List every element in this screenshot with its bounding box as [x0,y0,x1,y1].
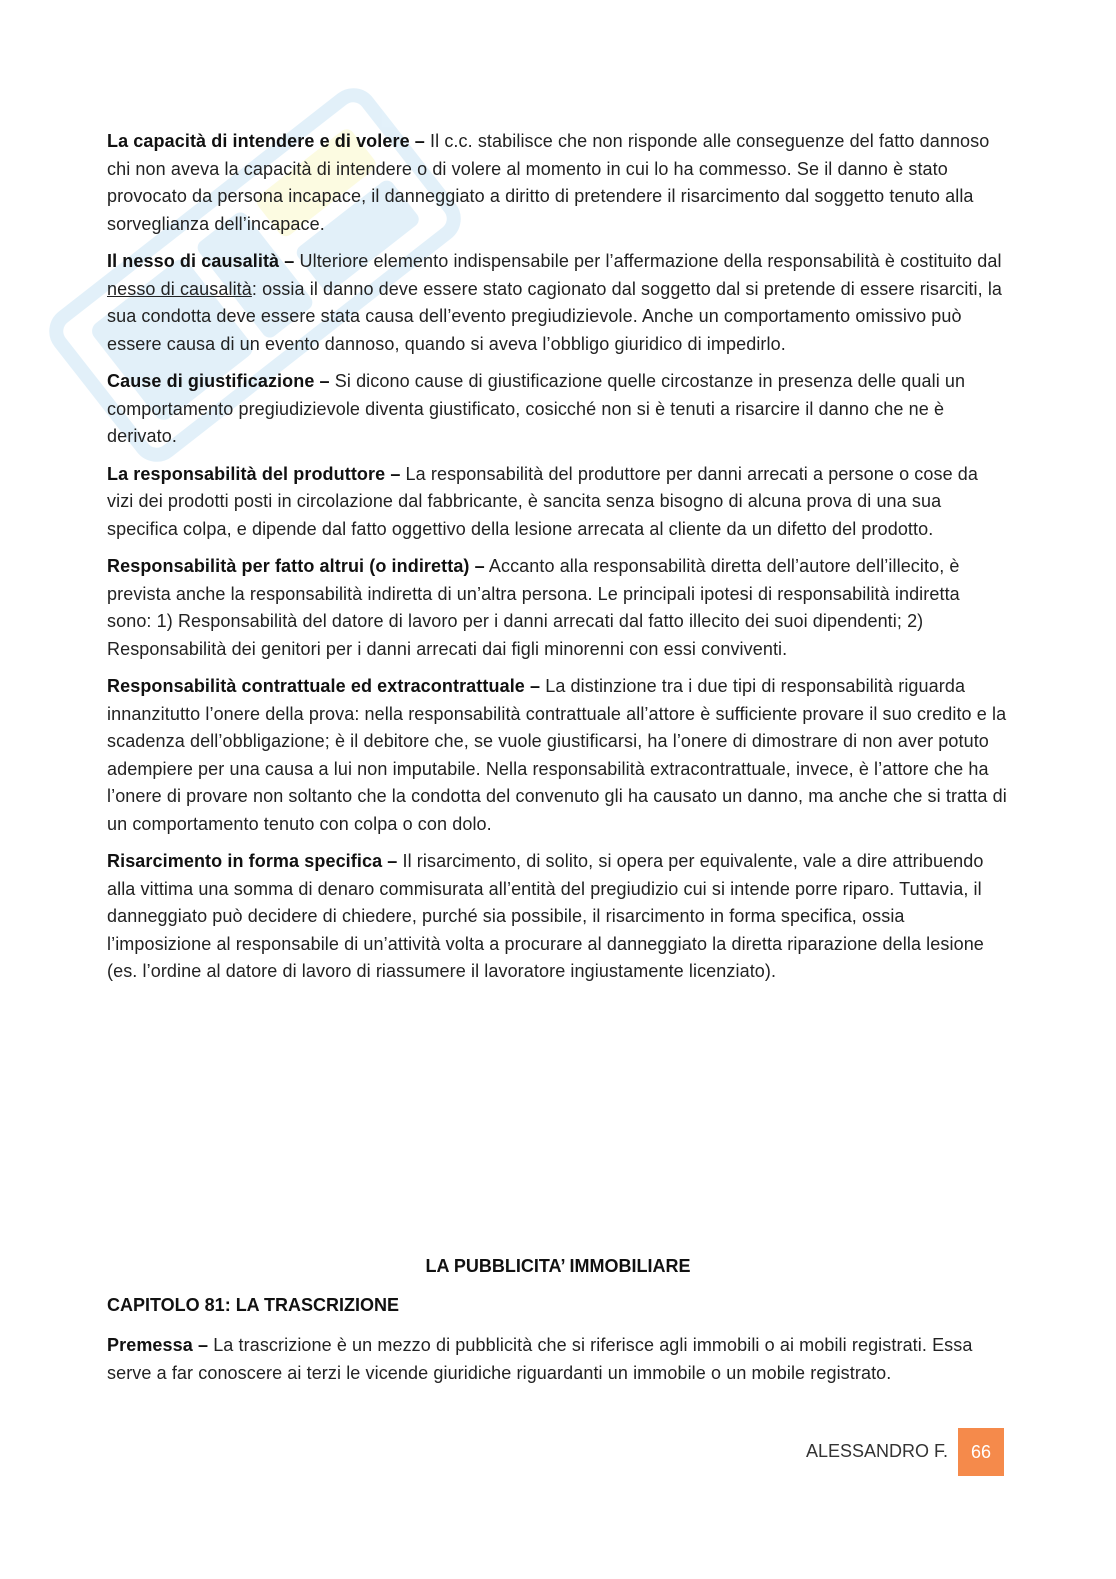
chapter-title: CAPITOLO 81: LA TRASCRIZIONE [107,1295,400,1315]
paragraph-title: Cause di giustificazione – [107,371,330,391]
paragraph-title: La capacità di intendere e di volere – [107,131,425,151]
paragraph-fatto-altrui [107,553,1007,663]
paragraph-capacita [107,128,1007,238]
paragraph-title: Risarcimento in forma specifica – [107,851,398,871]
footer-author: ALESSANDRO F. [805,1441,948,1461]
paragraph-giustificazione [107,368,1007,451]
page-number-badge: 66 [958,1428,1004,1476]
paragraph-title: La responsabilità del produttore – [107,463,401,484]
underlined-term: nesso di causalità [107,278,252,299]
paragraph-premessa [107,1332,1007,1387]
paragraph-produttore [107,461,1007,544]
paragraph-title: Premessa – [107,1335,209,1355]
section-title: LA PUBBLICITA’ IMMOBILIARE [425,1256,691,1276]
paragraph-title: Il nesso di causalità – [107,251,295,271]
paragraph-text: Accanto alla responsabilità diretta dell’autore dell’illecito, è prevista anche la responsabilità indiretta di un’altra persona. Le principali ipotesi di responsabilità indiretta sono: 1) Responsabilità del datore di lavoro per i danni arrecati dal fatto illecito dei suoi dipendenti; 2) Responsabilità dei genitori per i danni arrecati dai figli minorenni con essi conviventi. [107,556,960,659]
paragraph-contrattuale [107,673,1007,838]
paragraph-text: : ossia il danno deve essere stato cagionato dal soggetto dal si pretende di essere risarciti, la sua condotta deve essere stata causa dell’evento pregiudizievole. Anche un comportamento omissivo può essere causa di un evento dannoso, quando si aveva l’obbligo giuridico di impedirlo. [107,278,1003,354]
paragraph-text: Il c.c. stabilisce che non risponde alle conseguenze del fatto dannoso chi non aveva la capacità di intendere o di volere al momento in cui lo ha commesso. Se il danno è stato provocato da persona incapace, il danneggiato a diritto di pretendere il risarcimento dal soggetto tenuto alla sorveglianza dell’incapace. [107,131,990,234]
paragraph-text: Il risarcimento, di solito, si opera per equivalente, vale a dire attribuendo alla vittima una somma di denaro commisurata all’entità del pregiudizio cui si intende porre riparo. Tuttavia, il danneggiato può decidere di chiedere, purché sia possibile, il risarcimento in forma specifica, ossia l’imposizione al responsabile di un’attività volta a procurare al danneggiato la diretta riparazione della lesione (es. l’ordine al datore di lavoro di riassumere il lavoratore ingiustamente licenziato). [107,851,984,981]
paragraph-text: La trascrizione è un mezzo di pubblicità che si riferisce agli immobili o ai mobili registrati. Essa serve a far conoscere ai terzi le vicende giuridiche riguardanti un immobile o un mobile registrato. [107,1335,973,1383]
paragraph-text: Ulteriore elemento indispensabile per l’affermazione della responsabilità è costituito dal [294,251,1002,271]
paragraph-title: Responsabilità per fatto altrui (o indiretta) – [107,556,485,576]
paragraph-nesso [107,248,1007,358]
main-content [107,128,1007,996]
paragraph-risarcimento [107,848,1007,986]
paragraph-text: La distinzione tra i due tipi di responsabilità riguarda innanzitutto l’onere della prova: nella responsabilità contrattuale all’attore è sufficiente provare il suo credito e la scadenza dell’obbligazione; è il debitore che, se vuole giustificarsi, ha l’onere di dimostrare di non aver potuto adempiere per una causa a lui non imputabile. Nella responsabilità extracontrattuale, invece, è l’attore che ha l’onere di provare non soltanto che la condotta del convenuto gli ha causato un danno, ma anche che si tratta di un comportamento tenuto con colpa o con dolo. [107,676,1007,834]
paragraph-title: Responsabilità contrattuale ed extracontrattuale – [107,676,541,696]
paragraph-text: Si dicono cause di giustificazione quelle circostanze in presenza delle quali un comportamento pregiudizievole diventa giustificato, cosicché non si è tenuti a risarcire il danno che ne è derivato. [107,371,966,446]
paragraph-text: La responsabilità del produttore per danni arrecati a persone o cose da vizi dei prodotti posti in circolazione dal fabbricante, è sancita senza bisogno di alcuna prova di una sua specifica colpa, e dipende dal fatto oggettivo della lesione arrecata al cliente da un difetto del prodotto. [107,463,979,539]
